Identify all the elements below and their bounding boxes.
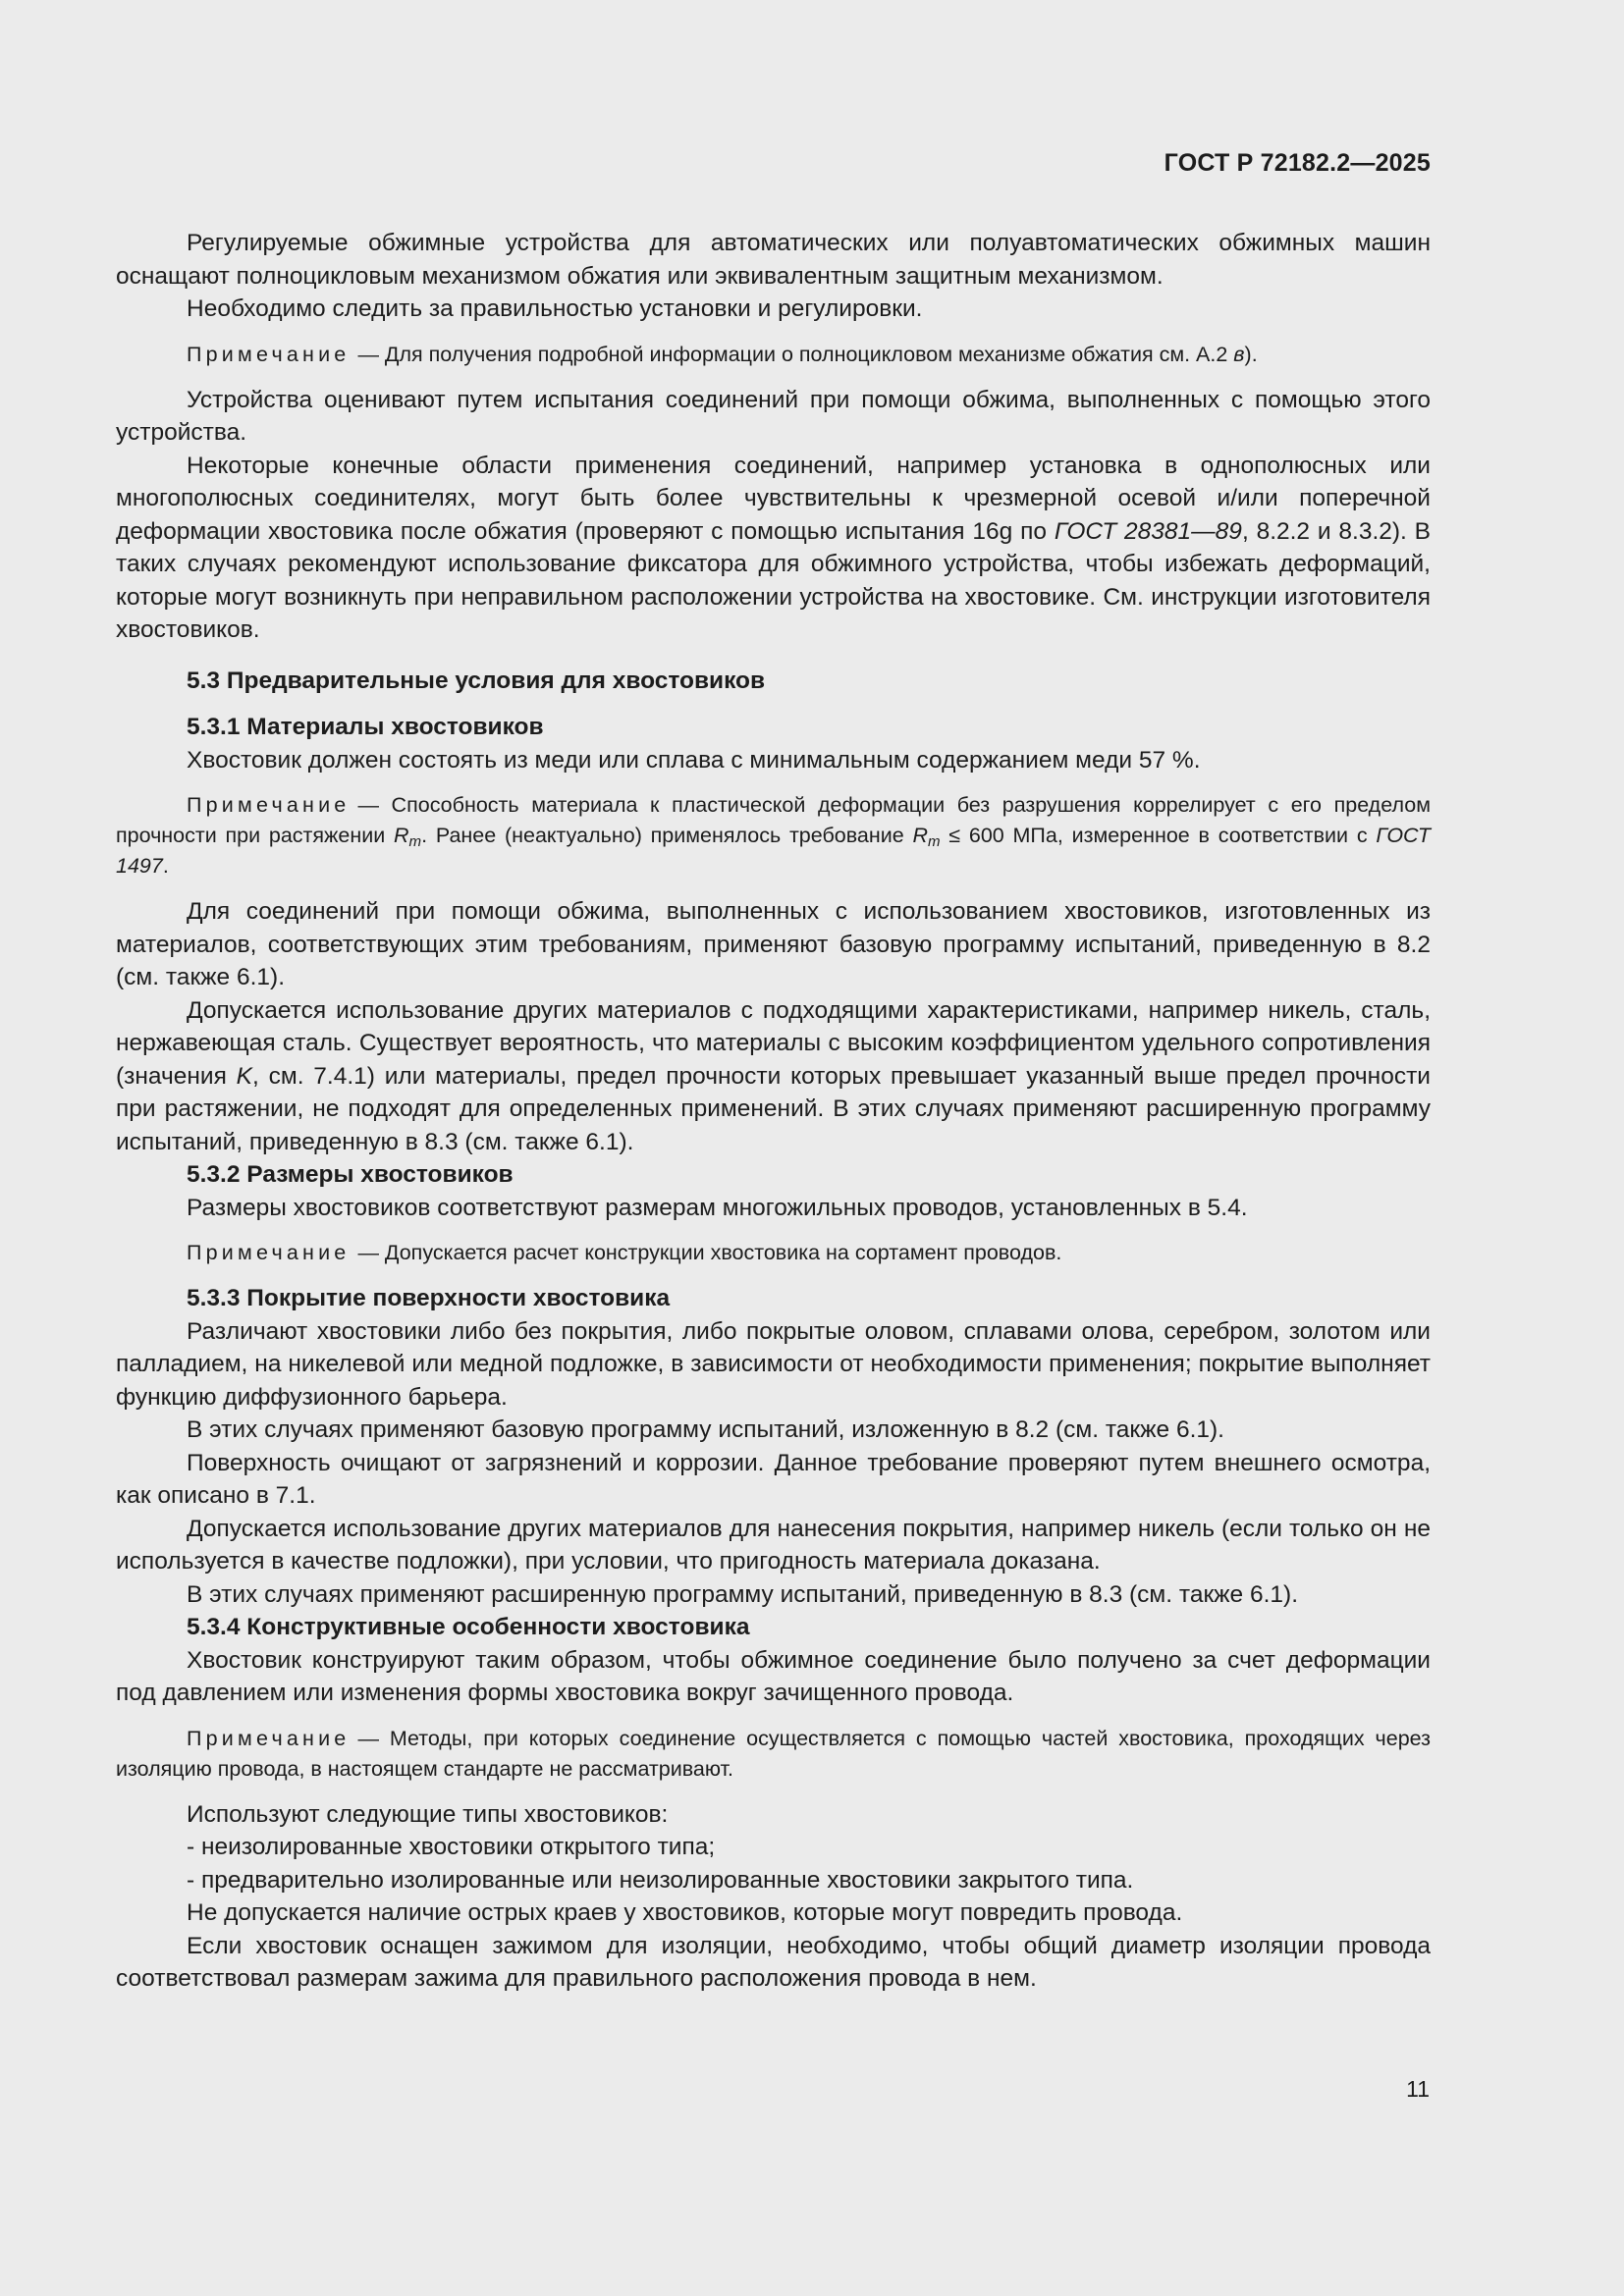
- paragraph: В этих случаях применяют базовую программу испытаний, изложенную в 8.2 (см. также 6.1).: [187, 1416, 1224, 1443]
- note: Примечание — Методы, при которых соединение осуществляется с помощью частей хвостовика, проходящих через изоляцию провода, в настоящем стандарте не рассматривают.: [116, 1726, 1431, 1781]
- section-heading-5-3-3: 5.3.3 Покрытие поверхности хвостовика: [187, 1285, 671, 1311]
- section-heading-5-3: 5.3 Предварительные условия для хвостовиков: [187, 667, 766, 694]
- paragraph: Хвостовик должен состоять из меди или сплава с минимальным содержанием меди 57 %.: [187, 746, 1201, 774]
- paragraph: Используют следующие типы хвостовиков:: [187, 1800, 669, 1828]
- note-label: Примечание: [187, 793, 351, 817]
- paragraph: Хвостовик конструируют таким образом, чтобы обжимное соединение было получено за счет деформации под давлением или изменения формы хвостовика вокруг зачищенного провода.: [116, 1646, 1431, 1706]
- note-label: Примечание: [187, 1726, 351, 1750]
- note: Примечание — Способность материала к пластической деформации без разрушения коррелирует с его пределом прочности при растяжении $R_m$. Ранее (неактуально) применялось требование $R_m \le 600$ МПа, измеренное в соответствии с ГОСТ 1497.: [116, 793, 1431, 878]
- section-heading-5-3-2: 5.3.2 Размеры хвостовиков: [187, 1161, 514, 1188]
- note-label: Примечание: [187, 342, 351, 366]
- section-heading-5-3-4: 5.3.4 Конструктивные особенности хвостовика: [187, 1614, 750, 1640]
- note: Примечание — Допускается расчет конструкции хвостовика на сортамент проводов.: [187, 1241, 1062, 1264]
- paragraph: Не допускается наличие острых краев у хвостовиков, которые могут повредить провода.: [187, 1899, 1183, 1926]
- document-body: [116, 227, 1431, 1996]
- section-heading-5-3-1: 5.3.1 Материалы хвостовиков: [187, 714, 544, 740]
- note-label: Примечание: [187, 1241, 351, 1264]
- paragraph: Регулируемые обжимные устройства для автоматических или полуавтоматических обжимных машин оснащают полноцикловым механизмом обжатия или эквивалентным защитным механизмом.: [116, 230, 1431, 290]
- list-item: - неизолированные хвостовики открытого типа;: [187, 1834, 716, 1860]
- paragraph: Для соединений при помощи обжима, выполненных с использованием хвостовиков, изготовленных из материалов, соответствующих этим требованиям, применяют базовую программу испытаний, приведенную в 8.2 (см. также 6.1).: [116, 898, 1431, 990]
- document-code-header: ГОСТ Р 72182.2—2025: [1164, 149, 1431, 177]
- list-item: - предварительно изолированные или неизолированные хвостовики закрытого типа.: [187, 1866, 1134, 1894]
- paragraph: Размеры хвостовиков соответствуют размерам многожильных проводов, установленных в 5.4.: [187, 1194, 1248, 1221]
- paragraph: Если хвостовик оснащен зажимом для изоляции, необходимо, чтобы общий диаметр изоляции провода соответствовал размерам зажима для правильного расположения провода в нем.: [116, 1932, 1431, 1992]
- paragraph: Различают хвостовики либо без покрытия, либо покрытые оловом, сплавами олова, серебром, золотом или палладием, на никелевой или медной подложке, в зависимости от необходимости применения; покрытие выполняет функцию диффузионного барьера.: [116, 1317, 1431, 1411]
- paragraph: Некоторые конечные области применения соединений, например установка в однополюсных или многополюсных соединителях, могут быть более чувствительны к чрезмерной осевой и/или поперечной деформации хвостовика после обжатия (проверяют с помощью испытания 16g по ГОСТ 28381—89, 8.2.2 и 8.3.2). В таких случаях рекомендуют использование фиксатора для обжимного устройства, чтобы избежать деформаций, которые могут возникнуть при неправильном расположении устройства на хвостовике. См. инструкции изготовителя хвостовиков.: [116, 452, 1432, 643]
- paragraph: Допускается использование других материалов с подходящими характеристиками, например никель, сталь, нержавеющая сталь. Существует вероятность, что материалы с высоким коэффициентом удельного сопротивления (значения K, см. 7.4.1) или материалы, предел прочности которых превышает указанный выше предел прочности при растяжении, не подходят для определенных применений. В этих случаях применяют расширенную программу испытаний, приведенную в 8.3 (см. также 6.1).: [116, 996, 1431, 1155]
- paragraph: В этих случаях применяют расширенную программу испытаний, приведенную в 8.3 (см. также 6.1).: [187, 1580, 1299, 1608]
- note: Примечание — Для получения подробной информации о полноцикловом механизме обжатия см. А.2 в).: [187, 342, 1258, 366]
- paragraph: Необходимо следить за правильностью установки и регулировки.: [187, 295, 923, 322]
- paragraph: Поверхность очищают от загрязнений и коррозии. Данное требование проверяют путем внешнего осмотра, как описано в 7.1.: [116, 1449, 1431, 1509]
- page-number: 11: [1406, 2076, 1430, 2102]
- paragraph: Допускается использование других материалов для нанесения покрытия, например никель (если только он не используется в качестве подложки), при условии, что пригодность материала доказана.: [116, 1515, 1431, 1575]
- paragraph: Устройства оценивают путем испытания соединений при помощи обжима, выполненных с помощью этого устройства.: [116, 386, 1431, 446]
